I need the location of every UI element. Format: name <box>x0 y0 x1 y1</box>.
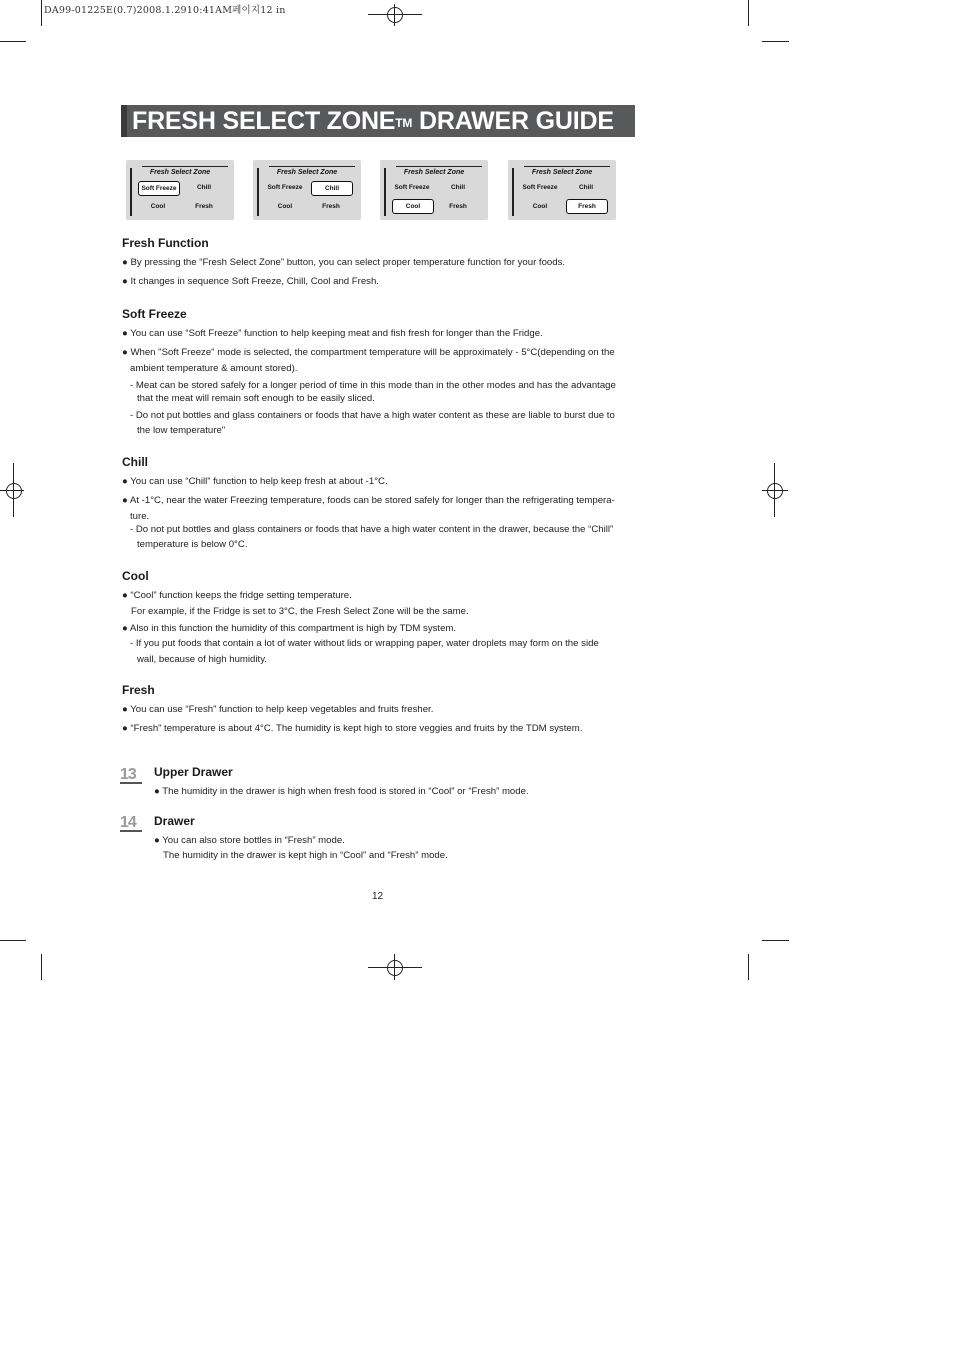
bullet-cont: ambient temperature & amount stored). <box>130 363 298 374</box>
option-fresh: Fresh <box>195 203 213 210</box>
bullet: ● At -1°C, near the water Freezing temperature, foods can be stored safely for longer than the refrigerating tempera- <box>122 495 615 506</box>
option-fresh: Fresh <box>566 199 608 214</box>
option-cool: Cool <box>392 199 434 214</box>
heading-soft-freeze: Soft Freeze <box>122 307 187 321</box>
item-number-13: 13 <box>120 767 142 784</box>
bullet-cont: For example, if the Fridge is set to 3°C, the Fresh Select Zone will be the same. <box>131 606 469 617</box>
option-fresh: Fresh <box>449 203 467 210</box>
panel-soft-freeze <box>126 160 234 220</box>
panel-fresh <box>508 160 616 220</box>
bullet-cont: The humidity in the drawer is kept high in “Cool” and “Fresh” mode. <box>163 850 448 861</box>
detail-cont: temperature is below 0°C. <box>137 539 248 550</box>
crop-mark <box>748 954 749 980</box>
heading-cool: Cool <box>122 569 149 583</box>
trademark: TM <box>395 116 413 130</box>
title-bar-edge <box>121 105 127 137</box>
panel-chill <box>253 160 361 220</box>
bullet: ● When "Soft Freeze" mode is selected, the compartment temperature will be approximately - 5°C(depending on the <box>122 347 615 358</box>
bullet: ● “Cool” function keeps the fridge setting temperature. <box>122 590 352 601</box>
detail-cont: the low temperature" <box>137 425 226 436</box>
crop-mark <box>0 41 26 42</box>
crop-mark <box>762 940 789 941</box>
crop-mark <box>0 940 26 941</box>
option-chill: Chill <box>450 184 466 191</box>
bullet: ● You can use “Chill” function to help keep fresh at about -1°C. <box>122 476 388 487</box>
registration-mark <box>767 483 783 499</box>
bullet: ● “Fresh” temperature is about 4°C. The humidity is kept high to store veggies and fruits by the TDM system. <box>122 723 583 734</box>
bullet: ● The humidity in the drawer is high when fresh food is stored in “Cool” or “Fresh” mode. <box>154 786 529 797</box>
heading-upper-drawer: Upper Drawer <box>154 765 233 779</box>
crop-mark <box>41 0 42 26</box>
item-number-14: 14 <box>120 815 142 832</box>
option-soft-freeze: Soft Freeze <box>267 184 303 191</box>
detail: - If you put foods that contain a lot of water without lids or wrapping paper, water droplets may form on the side <box>130 638 599 649</box>
page-number: 12 <box>372 891 384 902</box>
registration-mark <box>387 7 403 23</box>
crop-mark <box>762 41 789 42</box>
detail: - Do not put bottles and glass containers or foods that have a high water content in the drawer, because the “Chill” <box>130 524 614 535</box>
option-soft-freeze: Soft Freeze <box>522 184 558 191</box>
heading-fresh: Fresh <box>122 683 155 697</box>
option-cool: Cool <box>532 203 548 210</box>
bullet-cont: ture. <box>130 511 150 522</box>
panel-title: Fresh Select Zone <box>531 169 593 176</box>
registration-mark <box>387 960 403 976</box>
bullet: ● You can also store bottles in “Fresh” mode. <box>154 835 345 846</box>
title-rest: DRAWER GUIDE <box>412 107 614 135</box>
bullet: ● You can use “Fresh” function to help keep vegetables and fruits fresher. <box>122 704 434 715</box>
page-title <box>132 106 614 136</box>
bullet: ● Also in this function the humidity of this compartment is high by TDM system. <box>122 623 457 634</box>
option-soft-freeze: Soft Freeze <box>394 184 430 191</box>
detail: - Meat can be stored safely for a longer period of time in this mode than in the other modes and has the advantage <box>130 380 616 391</box>
option-cool: Cool <box>277 203 293 210</box>
heading-fresh-function: Fresh Function <box>122 236 209 250</box>
detail-cont: wall, because of high humidity. <box>137 654 267 665</box>
bullet: ● It changes in sequence Soft Freeze, Chill, Cool and Fresh. <box>122 276 379 287</box>
option-chill: Chill <box>578 184 594 191</box>
crop-mark <box>41 954 42 980</box>
bullet: ● You can use “Soft Freeze” function to help keeping meat and fish fresh for longer than the Fridge. <box>122 328 543 339</box>
file-info: DA99-01225E(0.7)2008.1.2910:41AM페이지12 in <box>44 5 286 16</box>
panel-title: Fresh Select Zone <box>276 169 338 176</box>
heading-chill: Chill <box>122 455 148 469</box>
title-main: FRESH SELECT ZONE <box>132 107 396 135</box>
bullet: ● By pressing the “Fresh Select Zone” button, you can select proper temperature function for your foods. <box>122 257 566 268</box>
detail: - Do not put bottles and glass containers or foods that have a high water content as these are liable to burst due to <box>130 410 615 421</box>
option-cool: Cool <box>150 203 166 210</box>
panel-title: Fresh Select Zone <box>403 169 465 176</box>
option-chill: Chill <box>311 181 353 196</box>
detail-cont: that the meat will remain soft enough to be easily sliced. <box>137 393 375 404</box>
option-soft-freeze: Soft Freeze <box>138 181 180 196</box>
option-chill: Chill <box>196 184 212 191</box>
panel-title: Fresh Select Zone <box>149 169 211 176</box>
panel-cool <box>380 160 488 220</box>
option-fresh: Fresh <box>322 203 340 210</box>
heading-drawer: Drawer <box>154 814 195 828</box>
registration-mark <box>6 483 22 499</box>
crop-mark <box>748 0 749 26</box>
